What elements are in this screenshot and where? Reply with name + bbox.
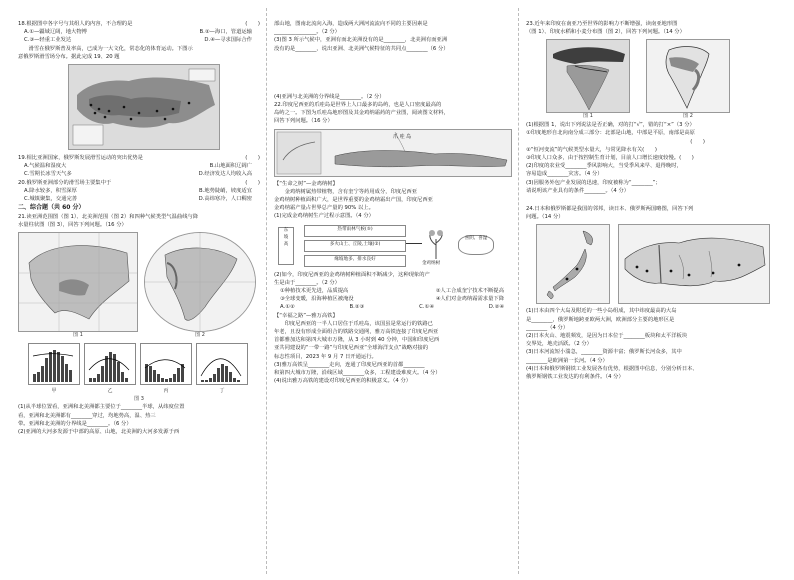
climate-charts [28, 343, 260, 396]
figure-caption: 图 1 [73, 331, 83, 338]
answer-space [274, 53, 512, 93]
q19-options-row2: C.雪期长冰雪天气多 D.经济发达人均收入高 [24, 171, 252, 178]
india-crop-map [646, 39, 730, 113]
russia-map [618, 224, 770, 304]
column-divider [518, 8, 519, 574]
q23-1-line: ( ) [526, 138, 705, 145]
q20-options-row2: C.城镇聚集，交通完善 D.高纬寒冷，人口稠密 [24, 196, 252, 203]
q24-3-line: (3)日本河流短小湍急，________资源丰富；俄罗斯长河众多，其中 [526, 349, 682, 356]
passage1-line: 金鸡纳树种植面积广大，是世界重要的金鸡纳霜出产国，印度尼西亚 [274, 197, 433, 204]
russia-map-svg [69, 65, 219, 149]
q24-stem: 问题。（14 分） [526, 214, 564, 221]
q21-stem: 水量柱状图（图 3），回答下列问题。（16 分） [18, 221, 127, 228]
climate-chart-yi [84, 343, 136, 396]
q23-2-line: (2)印度的农业受________季风影响大，当受季风来早、退得晚时， [526, 163, 682, 170]
climate-label: 甲 [51, 387, 57, 394]
asia-map [18, 232, 138, 332]
q22-2-line: 生是由于________。（2 分） [274, 279, 340, 286]
column-1 [14, 0, 264, 580]
q23-2-line: 容易造成________灾害。（4 分） [526, 171, 603, 178]
climate-chart-bing [140, 343, 192, 396]
map-label: 爪 哇 岛 [393, 133, 412, 140]
q23-3-line: 请说明该产业具有的条件________。（4 分） [526, 187, 630, 194]
q21-3-line: 没有的是________，说出亚洲、北美洲气候特征的共同点________（6 分） [274, 45, 449, 52]
south-asia-figure [546, 39, 630, 121]
figure-caption: 图 2 [195, 331, 205, 338]
figure-caption: 图 3 [134, 395, 144, 402]
q21-stem: 21.读亚洲范围图（图 1）、北美洲范围（图 2）和四种气候类型气温曲线与降 [18, 213, 199, 220]
q19-stem: 19.相比亚洲国家，俄罗斯发展滑雪运动的突出优势是 ( ) [18, 155, 260, 162]
q20-stem: 20.俄罗斯亚洲部分的滑雪场主要集中于 ( ) [18, 179, 260, 186]
flow-result: 金鸡纳树 [422, 260, 440, 266]
q24-2-line: (2)日本火山、地震频发，是因为日本位于________板块和太平洋板块 [526, 333, 688, 339]
q18-stem: 18.根据图中各字号与其组人的内容，不合理的是 ( ) [18, 21, 260, 27]
q24-stem: 24.日本和俄罗斯都是我国的邻邦，读日本、俄罗斯两国略图，回答下列 [526, 205, 694, 212]
java-map [274, 129, 512, 177]
q24-1-line: 是________，俄罗斯地跨亚欧两大洲，欧洲部分主要的地形区是 [526, 316, 675, 323]
q23-1-line: ②“恒河变流”的气候类型水量大，与常见降水有关( ) [526, 146, 657, 153]
section-golden-tree: 【“生命之树”—金鸡纳树】 [274, 180, 338, 187]
climate-label: 丙 [163, 387, 169, 394]
flow-arrow [406, 243, 422, 244]
figure-caption: 图 2 [683, 113, 693, 120]
passage2-line: 首都雅加达和第四大城市万隆，从 3 小时到 40 分钟，中国和印度尼西 [274, 337, 440, 344]
passage1-line: 金鸡纳树属热带植物，含有奎宁等药用成分，印度尼西亚 [274, 188, 418, 195]
q18-options-row1: A.①—疆域辽阔，地大物博 B.②—海口，管道运输 [24, 29, 252, 36]
q22-stem: 回答下列问题。（16 分） [274, 118, 333, 125]
q21-2-cont: ________________。（2 分） [274, 29, 340, 36]
column-2 [270, 0, 516, 580]
climate-chart-jia [28, 343, 80, 396]
q21-1-line: 带。亚洲和北美洲的分界线是________。（6 分） [18, 420, 132, 427]
q21-2-line: (2)亚洲的大河多发源于中部的高原、山地，北美洲的大河多发源于西 [18, 429, 180, 435]
q23-1-line: ③印度人口众多，由于按控制生育计划，目前人口增长速度较慢。( ) [526, 154, 694, 161]
q22-4-line: (4)说出雅万高铁的建设对印度尼西亚的积极意义。（4 分） [274, 378, 412, 385]
q24-3-line: ________是欧洲第一长河。（4 分） [526, 357, 608, 364]
india-crop-figure [646, 39, 730, 121]
q21-maps [18, 232, 260, 340]
figure-caption: 图 1 [583, 113, 593, 120]
asia-figure [18, 232, 138, 340]
flow-item: 缘坡地多、排水良好 [304, 255, 406, 267]
q22-stem: 岛屿之一。下图为爪哇岛地形图及其金鸡纳霜药的产业图，阅读图文材料， [274, 110, 449, 117]
flow-tree-icon [426, 229, 446, 259]
q24-2-line: 交界处，地壳活跃。（2 分） [526, 341, 592, 348]
section-2-heading: 二、综合题（共 60 分） [18, 204, 85, 212]
q21-4-line: (4)亚洲与北美洲的分界线是________。（2 分） [274, 93, 385, 100]
q19-options-row1: A.气候温和湿度大 B.山地面积辽阔广 [24, 163, 252, 170]
q21-3-line: (3)图 3 所示气候中，亚洲有而北美洲没有的是________，北美洲有而亚洲 [274, 37, 448, 44]
q23-3-line: (3)因服务外包产业发展的迅速，印度被称为“________”； [526, 179, 661, 186]
q24-maps [536, 224, 776, 304]
q22-2-opts: ③全球变暖，沿海种植区被淹没 ④人们对金鸡纳霜需求量下降 [280, 296, 504, 303]
flow-left-box: 东 坡 高 [278, 227, 294, 265]
q24-4-line: 俄罗斯钢铁工业发达的有利条件。（4 分） [526, 374, 624, 381]
q22-3-line: 和第四大城市万隆，沿线区域________众多，工程建设难度大。（4 分） [274, 370, 441, 377]
q20-options-row1: A.降水较多，积雪深厚 B.地势陡峭，坡度适宜 [24, 187, 252, 194]
flow-item: 多火山土、丘陵,土壤(②) [304, 240, 406, 252]
q24-4-line: (4)日本和俄罗斯钢铁工业发展各有优势，根据图中信息，分别分析日本、 [526, 365, 698, 372]
q22-2-choices: A.①② B.②③ C.①④ D.②④ [280, 304, 504, 311]
climate-label: 乙 [107, 387, 113, 394]
passage2-line: 印度尼西亚的一半人口居住于爪哇岛，该国虽是常运行的铁路已 [274, 320, 433, 327]
climate-chart-ding [196, 343, 248, 396]
column-divider [266, 8, 267, 574]
q22-3-line: (3)雅万高铁呈________走向，连通了印度尼西亚的首都________ [274, 361, 425, 368]
section-happy-road: 【“幸福之路”—雅万高铁】 [274, 312, 338, 319]
passage2-line: 标志性项目，2023 年 9 月 7 日开通运行。 [274, 353, 377, 360]
q23-stem: （图 1）、印度水稻和小麦分布图（图 2），回答下列问题。（14 分） [526, 29, 685, 36]
q24-1-line: ________（4 分） [526, 324, 569, 331]
q22-2-opts: ①种植技术更先进，品质提高 ②人工合成奎宁技术不断提高 [280, 288, 504, 295]
japan-map [536, 224, 610, 304]
climate-label: 丁 [219, 387, 225, 394]
q22-stem: 22.印度尼西亚的爪哇岛是世界上人口最多的岛屿，也是人口密度最高的 [274, 102, 442, 109]
passage2-line: 亚共同建设的“一带一路”与印度尼西亚“全球海洋支点”战略对接的 [274, 345, 428, 352]
north-america-map [144, 232, 256, 332]
passage2-line: 年老，且没有形成全面组合的铁路交通网，雅万高铁连接了印度尼西亚 [274, 329, 439, 336]
passage1-line: 金鸡纳霜产量占世界总产量的 90% 以上。 [274, 205, 374, 212]
q22-1-line: (1)完成金鸡纳树生产过程示意图。（4 分） [274, 213, 374, 220]
q21-2-cont: 部山地，图南北流向入海，造成两大洲河流流向不同的主要因素是 [274, 21, 428, 27]
q23-stem: 23.近年来印度在南亚乃至世界的影响力不断增强，读南亚地形图 [526, 21, 678, 27]
russia-ski-map [68, 64, 220, 150]
south-asia-terrain-map [546, 39, 630, 113]
q21-1-line: (1)从半球位置看，亚洲和北美洲都主要位于________半球，从纬度位置 [18, 404, 185, 411]
answer-space [526, 195, 776, 205]
q21-1-line: 看，亚洲和北美洲都有________穿过，均地势高，温、热三 [18, 412, 156, 419]
flow-result-box: 喜阴、喜湿 [458, 235, 494, 255]
north-america-figure [144, 232, 256, 340]
q22-2-line: (2)如今，印度尼西亚的金鸡纳树种植面积不断减少，这种现象的产 [274, 271, 430, 278]
column-3 [522, 0, 780, 580]
q23-1-line: (1)根据图 1，说出下列说法是否正确，对的打“√”，错的打“×”（3 分） [526, 122, 695, 129]
q18-options-row2: C.③—轻重工业发达 D.④—寻求国际合作 [24, 37, 252, 44]
flow-item: 热带雨林气候(⑤) [304, 225, 406, 237]
q23-maps [546, 39, 776, 121]
production-flowchart [278, 223, 512, 269]
intro-line: 意俄罗斯滑雪场分布。据此完成 19、20 题 [18, 53, 120, 60]
q23-1-line: ①印度地形自北向南分成三部分：北部是山地，中部是平原，南部是高原 [526, 130, 695, 137]
intro-line: 滑雪在俄罗斯普及率高，已成为一大文化，常态化的体育运动。下图示 [18, 45, 193, 52]
q24-1-line: (1)日本由四个大岛及附近的一些小岛组成，其中纬度最高的大岛 [526, 308, 677, 315]
